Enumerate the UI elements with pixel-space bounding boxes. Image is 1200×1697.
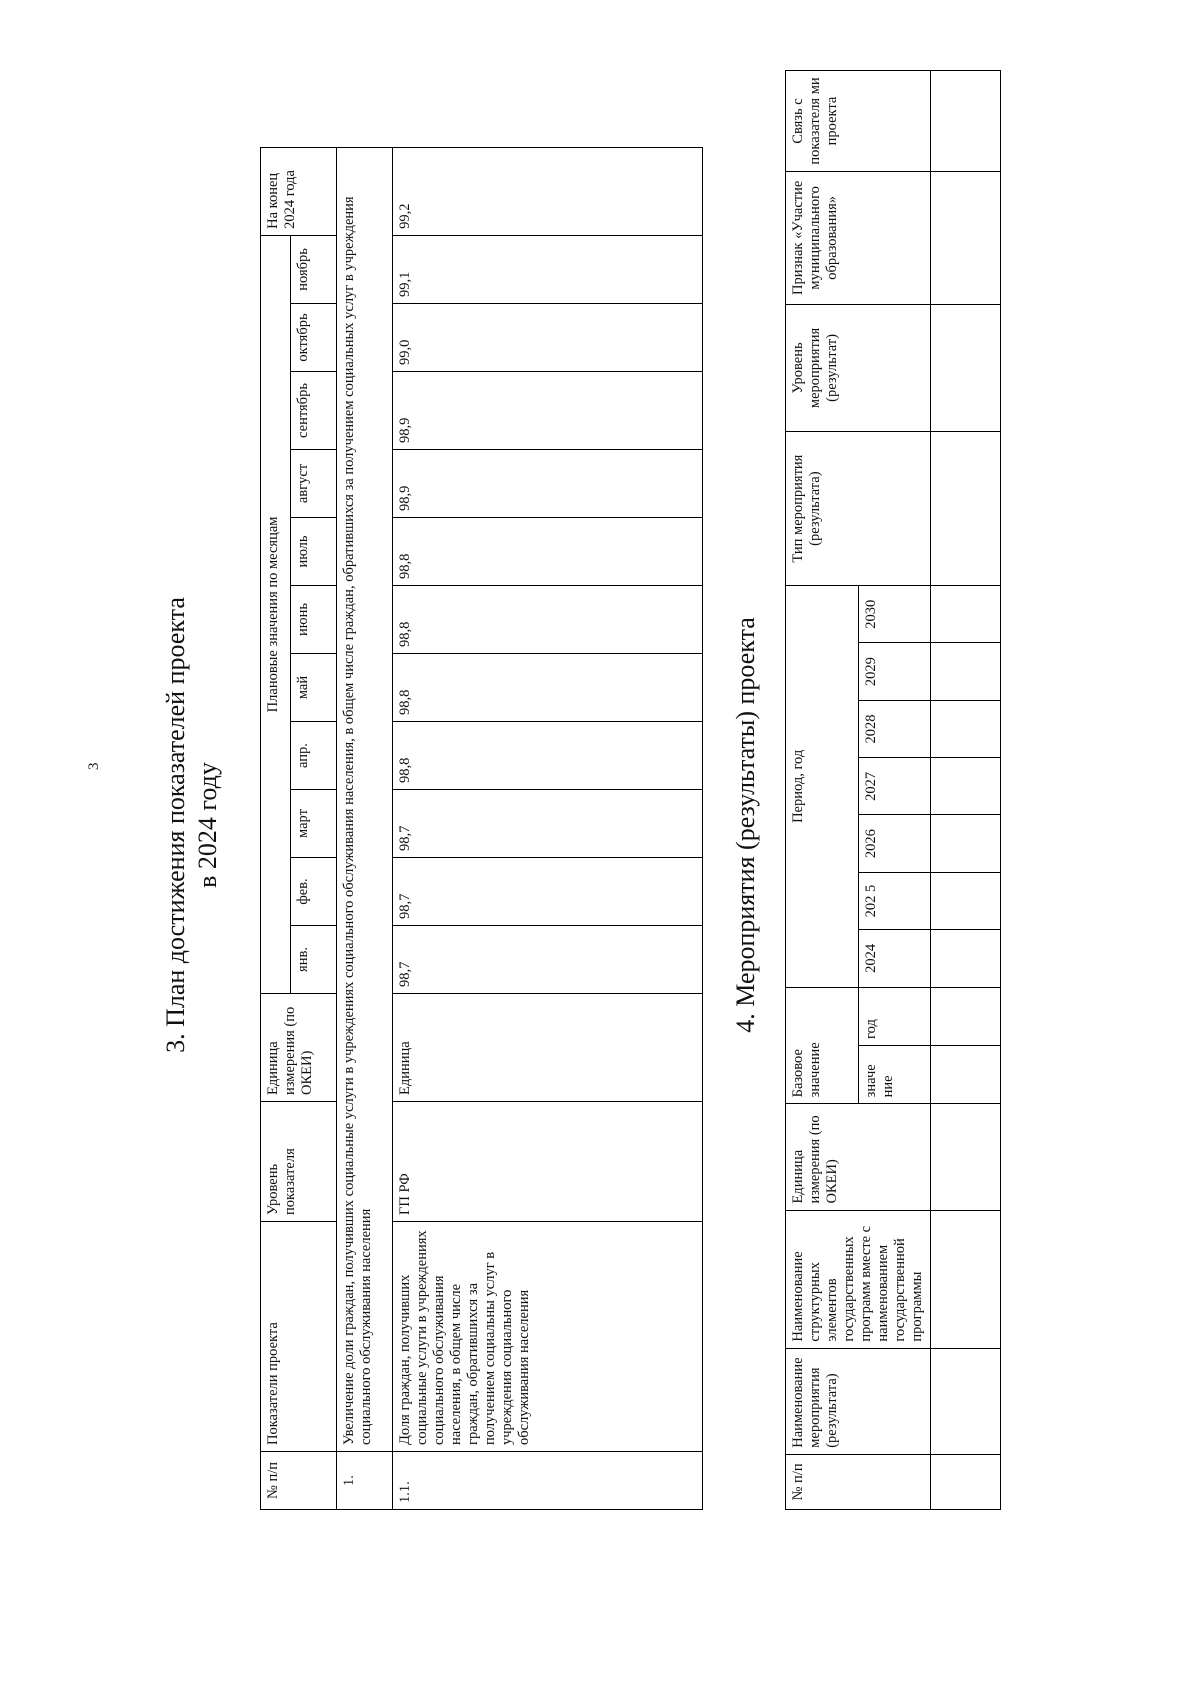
row-value: 98,9 (393, 372, 703, 450)
row-value: 98,7 (393, 858, 703, 926)
header-month: июль (291, 518, 337, 586)
act-header-municipal: Признак «Участие муниципального образования» (786, 171, 931, 304)
row-level: ГП РФ (393, 1102, 703, 1222)
act-header-year: 2026 (858, 815, 931, 872)
act-empty-cell (931, 987, 1001, 1045)
task-text: Увеличение доли граждан, получивших социальные услуги в учреждениях социального обслуживания населения, в общем числе граждан, обратившихся за получением социальных услуг в учреждения социального обслуживания населения (337, 147, 393, 1451)
act-header-base-value: значе ние (858, 1045, 931, 1103)
row-value: 98,8 (393, 518, 703, 586)
act-empty-cell (931, 1045, 1001, 1103)
row-value: 98,7 (393, 790, 703, 858)
act-header-structural: Наименование структурных элементов государственных программ вместе с наименованием государственной программы (786, 1210, 931, 1348)
act-empty-cell (931, 1210, 1001, 1348)
section4-title: 4. Мероприятия (результаты) проекта (731, 617, 760, 1033)
header-month: фев. (291, 858, 337, 926)
act-header-year: 2028 (858, 700, 931, 757)
act-header-level: Уровень мероприятия (результат) (786, 304, 931, 431)
act-empty-cell (931, 700, 1001, 757)
row-value: 99,0 (393, 304, 703, 372)
act-empty-cell (931, 432, 1001, 586)
act-header-base: Базовое значение (786, 987, 859, 1104)
header-month: май (291, 654, 337, 722)
act-empty-cell (931, 643, 1001, 700)
row-indicator: Доля граждан, получивших социальные услуги в учреждениях социального обслуживания населения, в общем числе граждан, обратившихся за получением социальны услуг в учреждения социального обслуживания населения (393, 1222, 703, 1452)
act-header-year: 202 5 (858, 872, 931, 929)
header-month: сентябрь (291, 372, 337, 450)
act-empty-cell (931, 1348, 1001, 1454)
row-year-end: 99,2 (393, 147, 703, 235)
act-empty-cell (931, 304, 1001, 431)
row-value: 98,9 (393, 450, 703, 518)
act-empty-cell (931, 1454, 1001, 1509)
row-value: 98,7 (393, 926, 703, 994)
header-month: март (291, 790, 337, 858)
header-month: янв. (291, 926, 337, 994)
act-header-link: Связь с показателя ми проекта (786, 71, 931, 172)
act-empty-cell (931, 1104, 1001, 1210)
activities-table (785, 70, 1001, 1510)
act-header-year: 2030 (858, 586, 931, 643)
act-header-num: № п/п (786, 1454, 931, 1509)
act-empty-cell (931, 815, 1001, 872)
row-num: 1.1. (393, 1452, 703, 1510)
act-header-base-year: год (858, 987, 931, 1045)
task-num: 1. (337, 1452, 393, 1510)
act-empty-cell (931, 758, 1001, 815)
act-empty-cell (931, 586, 1001, 643)
header-indicator: Показатели проекта (261, 1222, 337, 1452)
act-header-year: 2024 (858, 930, 931, 987)
act-header-year: 2029 (858, 643, 931, 700)
section3-title (160, 70, 224, 1580)
section3-title-line1: 3. План достижения показателей проекта (161, 597, 190, 1053)
header-level: Уровень показателя (261, 1102, 337, 1222)
row-value: 98,8 (393, 654, 703, 722)
header-month: октябрь (291, 304, 337, 372)
act-header-year: 2027 (858, 758, 931, 815)
row-value: 99,1 (393, 235, 703, 303)
header-month: апр. (291, 722, 337, 790)
landscape-page (160, 70, 1060, 1580)
header-monthly: Плановые значения по месяцам (261, 235, 291, 993)
page-number: 3 (86, 762, 102, 770)
act-empty-cell (931, 171, 1001, 304)
row-value: 98,8 (393, 586, 703, 654)
section3-title-line2: в 2024 году (193, 762, 222, 888)
indicators-plan-table (260, 147, 703, 1510)
row-value: 98,8 (393, 722, 703, 790)
header-month: август (291, 450, 337, 518)
act-header-unit: Единица измерения (по ОКЕИ) (786, 1104, 931, 1210)
header-month: июнь (291, 586, 337, 654)
act-empty-cell (931, 71, 1001, 172)
row-unit: Единица (393, 994, 703, 1102)
header-num: № п/п (261, 1452, 337, 1510)
act-empty-cell (931, 872, 1001, 929)
header-year-end: На конец 2024 года (261, 147, 337, 235)
header-month: ноябрь (291, 235, 337, 303)
act-header-name: Наименование мероприятия (результата) (786, 1348, 931, 1454)
act-header-type: Тип мероприятия (результата) (786, 432, 931, 586)
act-empty-cell (931, 930, 1001, 987)
header-unit: Единица измерения (по ОКЕИ) (261, 994, 337, 1102)
act-header-period: Период, год (786, 586, 859, 987)
